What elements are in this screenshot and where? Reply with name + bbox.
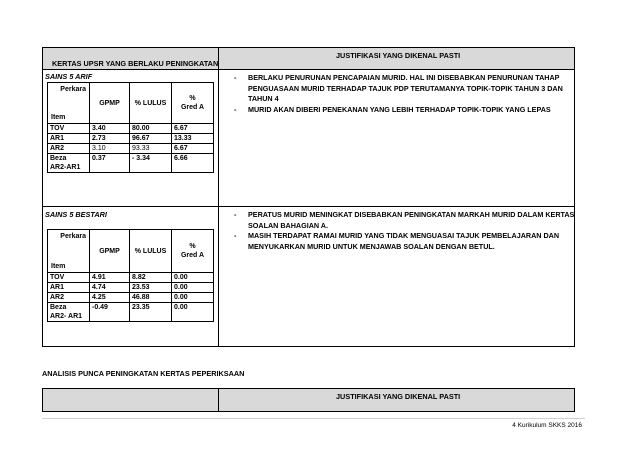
bestari-head-lulus: % LULUS <box>130 230 172 273</box>
arif-table <box>47 82 214 173</box>
arif-head-lulus: % LULUS <box>130 83 172 124</box>
table-row <box>48 293 214 303</box>
bestari-r3-gred: 0.00 <box>172 303 214 322</box>
bestari-table-head <box>48 230 214 273</box>
table-row <box>48 303 214 322</box>
bestari-r1-item: AR1 <box>48 283 90 293</box>
section2-right-header-text: JUSTIFIKASI YANG DIKENAL PASTI <box>336 392 461 401</box>
arif-r1-item: AR1 <box>48 134 90 144</box>
bestari-subject: SAINS 5 BESTARI <box>45 210 107 219</box>
bestari-r2-gpmp: 4.25 <box>90 293 130 303</box>
bestari-r3-item-line2: AR2- AR1 <box>50 313 83 320</box>
arif-head-perkara: Perkara <box>60 86 86 93</box>
bestari-table <box>47 229 214 322</box>
arif-head-gred-pct: % <box>189 95 196 102</box>
table-row <box>48 134 214 144</box>
bestari-r3-gpmp: -0.49 <box>90 303 130 322</box>
arif-r0-gred: 6.67 <box>172 124 214 134</box>
arif-r3-gpmp: 0.37 <box>90 154 130 173</box>
bestari-r0-item: TOV <box>48 273 90 283</box>
bestari-head-gpmp: GPMP <box>90 230 130 273</box>
table-row <box>48 124 214 134</box>
arif-r0-item: TOV <box>48 124 90 134</box>
bestari-r2-item: AR2 <box>48 293 90 303</box>
arif-r2-gpmp: 3.10 <box>90 144 130 154</box>
arif-head-gred-label: Gred A <box>180 104 205 111</box>
bestari-r0-gred: 0.00 <box>172 273 214 283</box>
arif-subject: SAINS 5 ARIF <box>45 72 93 81</box>
arif-r3-item-line2: AR2-AR1 <box>50 164 81 171</box>
footer-rule <box>42 418 585 419</box>
arif-r3-item <box>48 154 90 173</box>
arif-head-gpmp: GPMP <box>90 83 130 124</box>
section2-title: ANALISIS PUNCA PENINGKATAN KERTAS PEPERIKSAAN <box>42 369 245 378</box>
arif-r1-gred: 13.33 <box>172 134 214 144</box>
bestari-head-gred <box>172 230 214 273</box>
bestari-r1-gred: 0.00 <box>172 283 214 293</box>
arif-r2-gred: 6.67 <box>172 144 214 154</box>
arif-r3-item-line1: Beza <box>50 155 67 162</box>
arif-r1-gpmp: 2.73 <box>90 134 130 144</box>
arif-table-head <box>48 83 214 124</box>
bestari-bullet-1-text: PERATUS MURID MENINGKAT DISEBABKAN PENINGKATAN MARKAH MURID DALAM KERTAS SOALAN BAHAGIAN A. <box>248 210 575 230</box>
bestari-head-item-label: Item <box>51 263 66 270</box>
bestari-bullet-2-text: MASIH TERDAPAT RAMAI MURID YANG TIDAK MENGUASAI TAJUK PEMBELAJARAN DAN MENYUKARKAN MURID UNTUK MENJAWAB SOALAN DENGAN BETUL. <box>248 231 560 251</box>
bestari-r3-item <box>48 303 90 322</box>
bestari-head-gred-label: Gred A <box>180 252 205 259</box>
arif-head-gred <box>172 83 214 124</box>
section1-right-header-text: JUSTIFIKASI YANG DIKENAL PASTI <box>336 51 461 60</box>
arif-r0-lulus: 80.00 <box>130 124 172 134</box>
footer-text: 4 Kurikulum SKKS 2016 <box>512 422 582 429</box>
section1-left-header-text: KERTAS UPSR YANG BERLAKU PENINGKATAN <box>52 59 219 68</box>
arif-r3-lulus: - 3.34 <box>130 154 172 173</box>
row-separator <box>42 206 575 207</box>
arif-bullet-1-text: BERLAKU PENURUNAN PENCAPAIAN MURID. HAL INI DISEBABKAN PENURUNAN TAHAP PENGUASAAN MURID TERHADAP TAJUK PDP TERUTAMANYA TOPIK-TOPIK TAHUN 3 DAN TAHUN 4 <box>248 73 563 103</box>
bestari-head-perkara: Perkara <box>60 233 86 240</box>
bestari-r1-lulus: 23.53 <box>130 283 172 293</box>
table-row <box>48 283 214 293</box>
bullet-dash: - <box>234 210 237 219</box>
bestari-r0-lulus: 8.82 <box>130 273 172 283</box>
table-row <box>48 154 214 173</box>
arif-r2-lulus: 93.33 <box>130 144 172 154</box>
section1-divider <box>218 70 219 347</box>
bestari-r2-lulus: 46.88 <box>130 293 172 303</box>
arif-r2-item: AR2 <box>48 144 90 154</box>
bullet-dash: - <box>234 105 237 114</box>
table-row <box>48 144 214 154</box>
arif-head-item <box>48 83 90 124</box>
bestari-head-gred-pct: % <box>189 243 196 250</box>
bestari-r3-lulus: 23.35 <box>130 303 172 322</box>
bestari-r0-gpmp: 4.91 <box>90 273 130 283</box>
arif-r1-lulus: 96.67 <box>130 134 172 144</box>
bestari-r3-item-line1: Beza <box>50 304 67 311</box>
bullet-dash: - <box>234 231 237 240</box>
table-row <box>48 273 214 283</box>
section2-header-left <box>42 388 219 412</box>
bestari-r1-gpmp: 4.74 <box>90 283 130 293</box>
bestari-head-item <box>48 230 90 273</box>
arif-bullet-2-text: MURID AKAN DIBERI PENEKANAN YANG LEBIH TERHADAP TOPIK-TOPIK YANG LEPAS <box>248 105 551 114</box>
arif-head-item-label: Item <box>51 114 66 121</box>
bestari-r2-gred: 0.00 <box>172 293 214 303</box>
arif-r3-gred: 6.66 <box>172 154 214 173</box>
arif-r0-gpmp: 3.40 <box>90 124 130 134</box>
bullet-dash: - <box>234 73 237 82</box>
